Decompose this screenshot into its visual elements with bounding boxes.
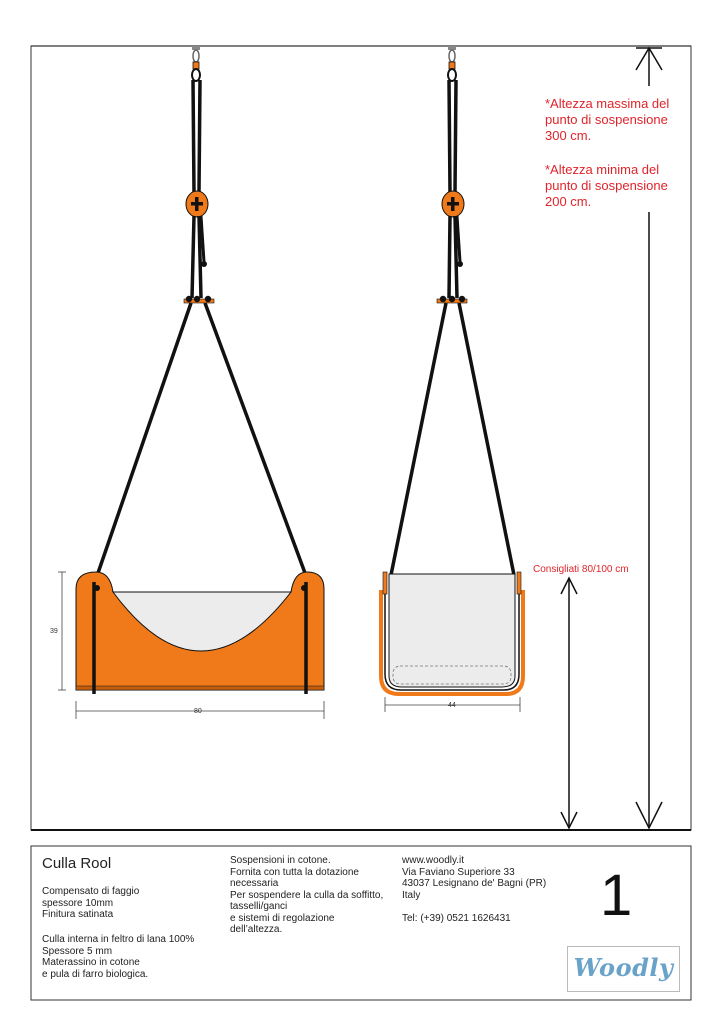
- material-specs: Compensato di faggio spessore 10mm Finitura satinata: [42, 886, 140, 920]
- rope-spreader: [437, 296, 467, 303]
- ceiling-hook-icon: [448, 46, 456, 81]
- height-adjuster-icon: [442, 191, 464, 217]
- product-name: Culla Rool: [42, 855, 112, 872]
- contact-info: www.woodly.it Via Faviano Superiore 33 43037 Lesignano de' Bagni (PR) Italy Tel: (+39) 0521 1626431: [402, 855, 547, 924]
- woodly-logo: [567, 946, 680, 992]
- front-height-dimension: 39: [50, 628, 58, 635]
- front-view-cradle: [58, 46, 324, 719]
- recommended-height-note: Consigliati 80/100 cm: [533, 564, 629, 575]
- max-height-note: *Altezza massima del punto di sospensione 300 cm.: [545, 96, 670, 143]
- sheet-number: 1: [600, 863, 633, 928]
- side-width-dimension: 44: [448, 702, 456, 709]
- logo-text: Woodly: [573, 953, 674, 982]
- side-view-cradle: [381, 46, 523, 712]
- suspension-specs: Sospensioni in cotone. Fornita con tutta la dotazione necessaria Per sospendere la culla da soffitto, tasselli/ganci e sistemi di regolazione dell’altezza.: [230, 855, 384, 935]
- recommended-height-arrow: [561, 578, 577, 828]
- height-adjuster-icon: [186, 191, 208, 217]
- rope-spreader: [184, 296, 214, 303]
- ceiling-hook-icon: [192, 46, 200, 81]
- felt-liner-side: [389, 574, 515, 687]
- liner-specs: Culla interna in feltro di lana 100% Spessore 5 mm Materassino in cotone e pula di farro biologica.: [42, 934, 195, 980]
- min-height-note: *Altezza minima del punto di sospensione 200 cm.: [545, 162, 668, 209]
- front-width-dimension: 80: [194, 708, 202, 715]
